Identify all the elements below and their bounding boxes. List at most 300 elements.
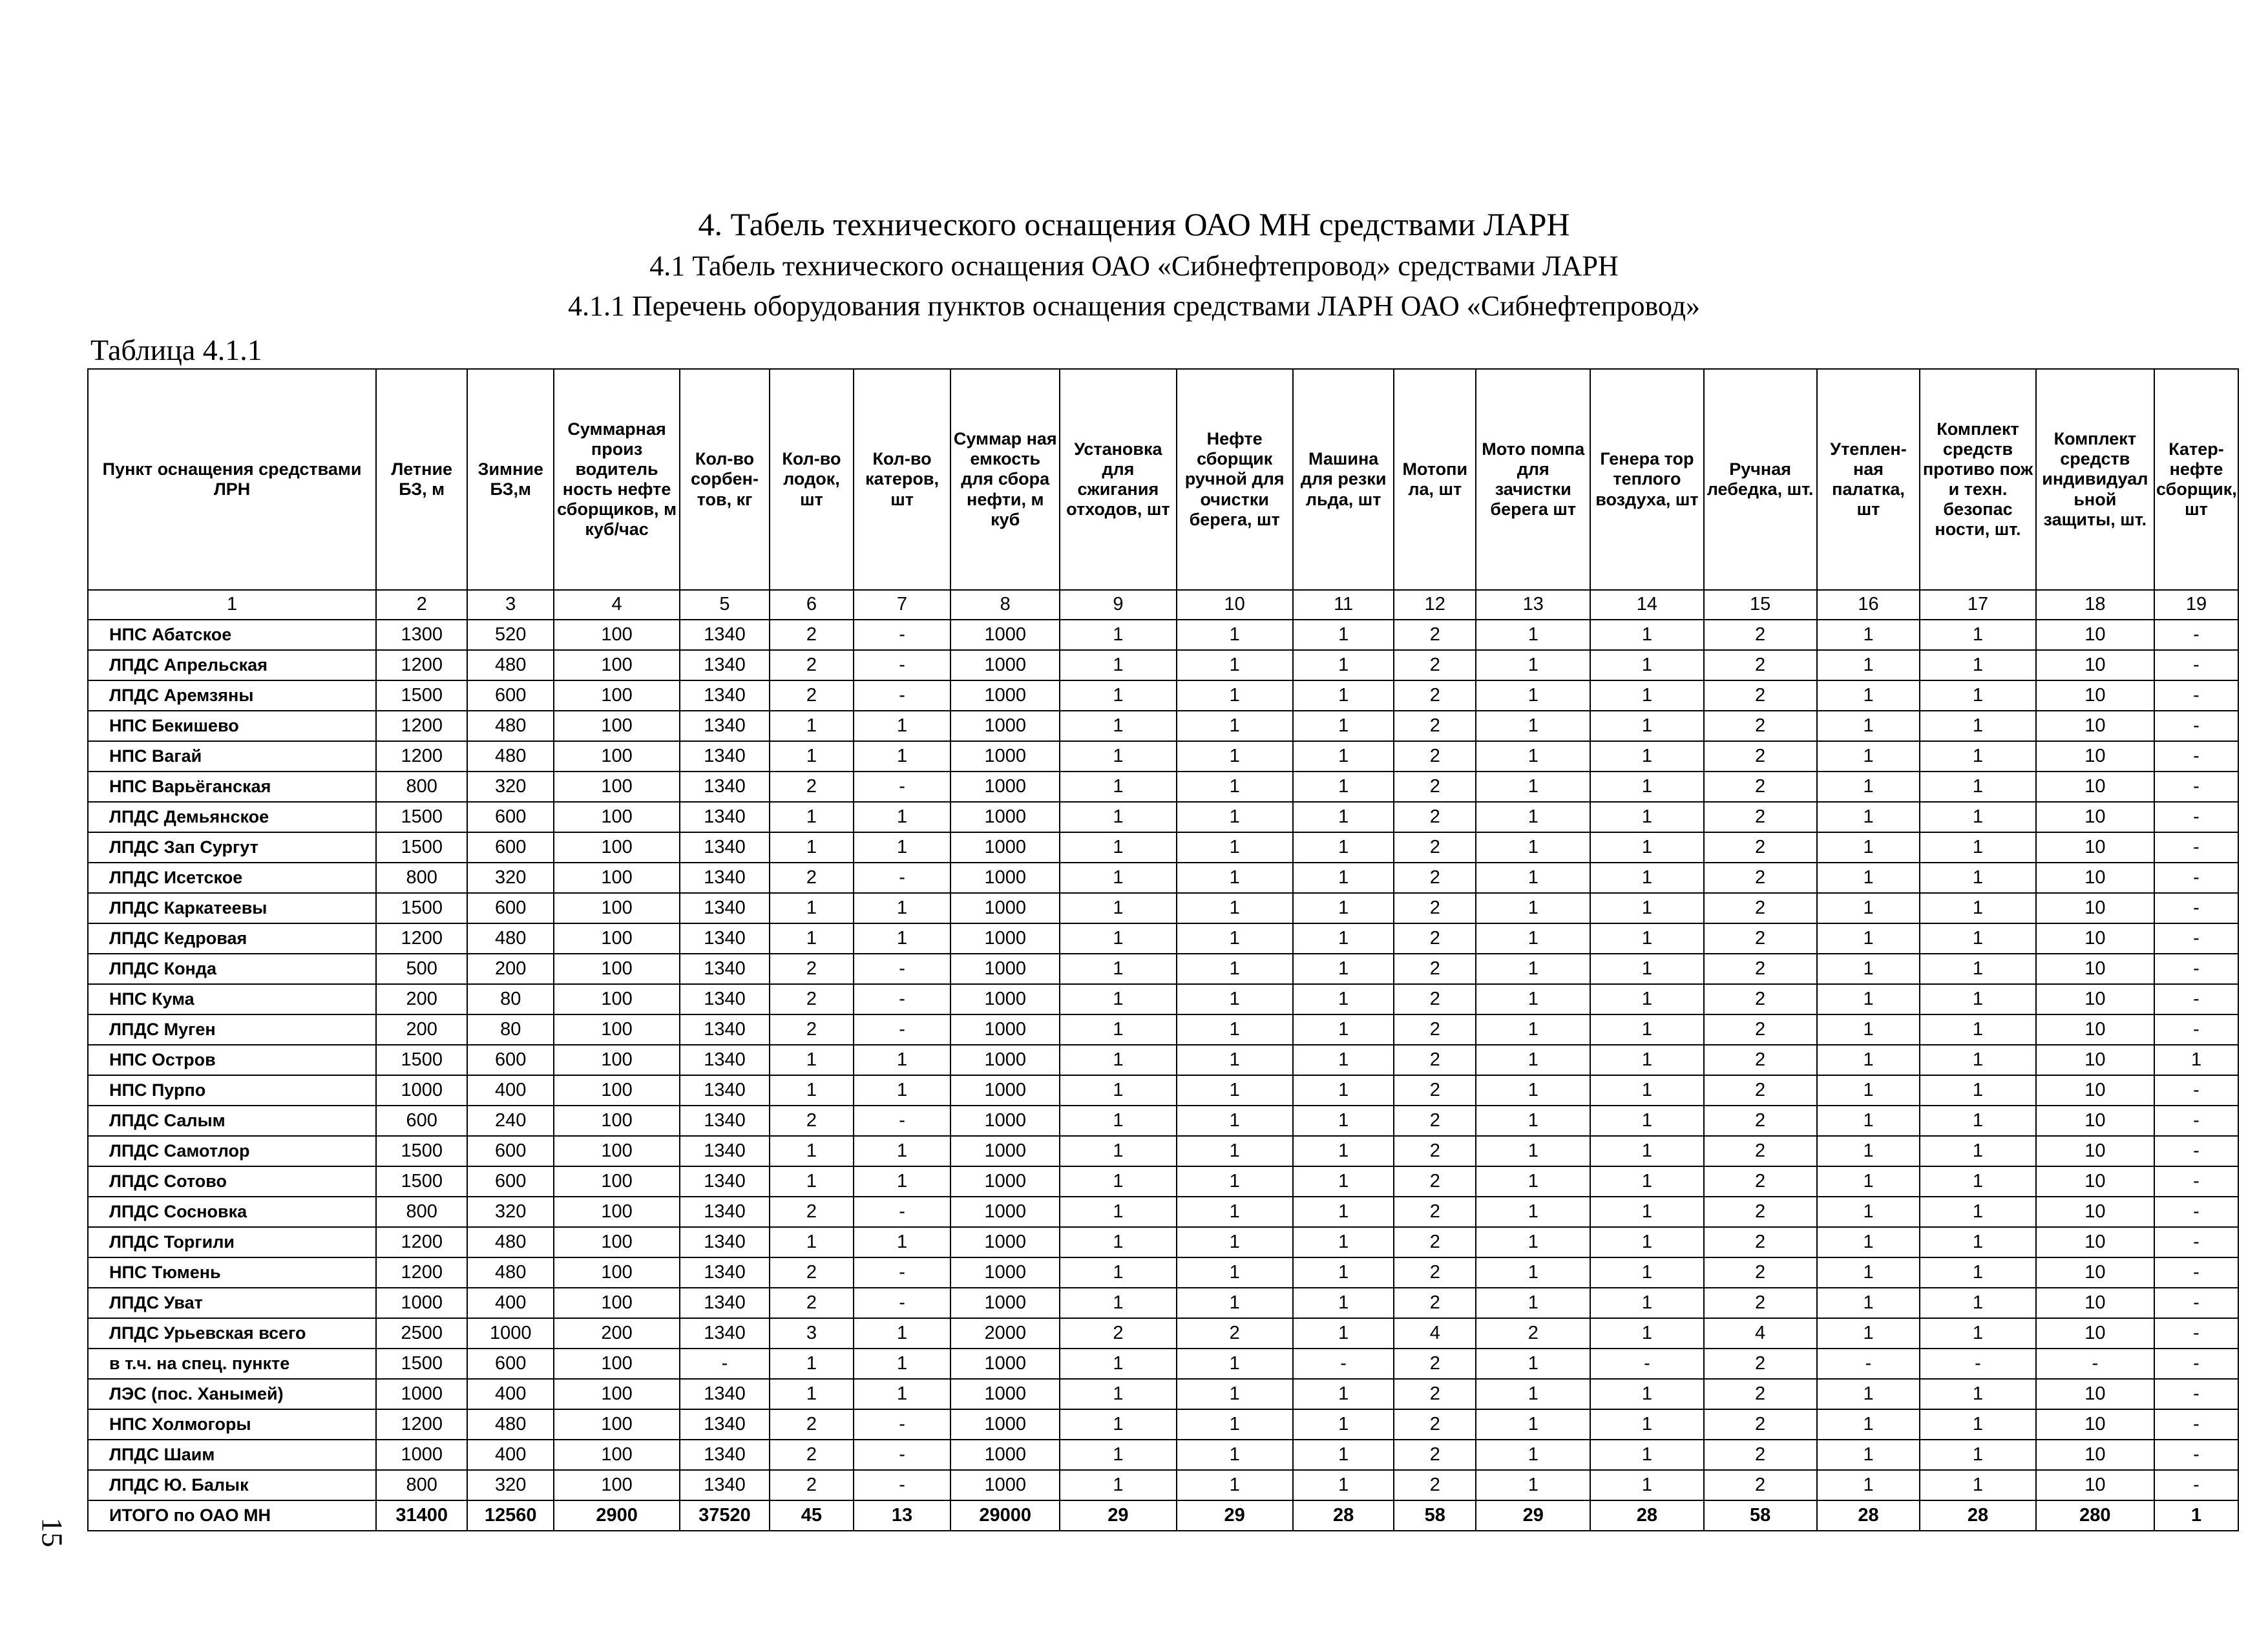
table-cell: 2 bbox=[1394, 772, 1476, 802]
table-cell: 1 bbox=[1817, 741, 1920, 772]
table-cell: 1 bbox=[1476, 1045, 1590, 1075]
table-cell: 2 bbox=[1704, 984, 1817, 1014]
table-cell: 1500 bbox=[376, 680, 467, 711]
table-cell: 1 bbox=[1817, 1106, 1920, 1136]
table-cell: 1000 bbox=[950, 863, 1060, 893]
table-cell: 2 bbox=[1394, 802, 1476, 832]
table-cell: 1 bbox=[1590, 1227, 1703, 1257]
table-cell: 2 bbox=[1704, 1288, 1817, 1318]
table-row bbox=[88, 802, 2238, 832]
table-cell: 2 bbox=[770, 863, 854, 893]
table-cell: 10 bbox=[2036, 1470, 2154, 1500]
table-cell: - bbox=[2154, 1349, 2238, 1379]
table-cell: 2 bbox=[1060, 1318, 1176, 1349]
table-cell: 600 bbox=[467, 802, 554, 832]
table-cell: 1 bbox=[1293, 1014, 1394, 1045]
table-cell: 1340 bbox=[680, 1106, 770, 1136]
table-cell: 1 bbox=[1177, 1227, 1293, 1257]
table-cell: 2 bbox=[1704, 1470, 1817, 1500]
table-cell: 1 bbox=[1590, 802, 1703, 832]
table-cell: - bbox=[854, 1470, 950, 1500]
table-cell: 1200 bbox=[376, 650, 467, 680]
column-number: 7 bbox=[854, 590, 950, 620]
table-cell: 1 bbox=[1817, 1288, 1920, 1318]
table-cell: 1 bbox=[1060, 984, 1176, 1014]
table-cell: 1 bbox=[1060, 1136, 1176, 1166]
table-cell: 1 bbox=[2154, 1045, 2238, 1075]
table-cell: 100 bbox=[554, 1166, 680, 1197]
table-cell: - bbox=[2154, 893, 2238, 923]
table-cell: 2 bbox=[1704, 1136, 1817, 1166]
equipment-table bbox=[87, 368, 2239, 1531]
table-cell: 1 bbox=[1590, 1409, 1703, 1440]
table-cell: 1 bbox=[1590, 1136, 1703, 1166]
page-number: 15 bbox=[36, 1517, 69, 1548]
table-cell: 2 bbox=[1394, 1379, 1476, 1409]
table-cell: 600 bbox=[467, 1166, 554, 1197]
table-cell: 2 bbox=[1704, 923, 1817, 954]
table-cell: 1000 bbox=[950, 1257, 1060, 1288]
table-row bbox=[88, 1318, 2238, 1349]
table-cell: 2 bbox=[1394, 893, 1476, 923]
table-cell: 1340 bbox=[680, 741, 770, 772]
total-row bbox=[88, 1500, 2238, 1531]
table-cell: 100 bbox=[554, 711, 680, 741]
table-cell: 280 bbox=[2036, 1500, 2154, 1531]
table-cell: 10 bbox=[2036, 1288, 2154, 1318]
table-row bbox=[88, 1349, 2238, 1379]
table-cell: 100 bbox=[554, 893, 680, 923]
table-cell: 1000 bbox=[950, 1014, 1060, 1045]
table-cell: 1340 bbox=[680, 893, 770, 923]
column-number: 10 bbox=[1177, 590, 1293, 620]
table-cell: 58 bbox=[1394, 1500, 1476, 1531]
table-cell: - bbox=[680, 1349, 770, 1379]
location-name: ЛПДС Демьянское bbox=[88, 802, 376, 832]
table-cell: 2 bbox=[1394, 832, 1476, 863]
table-row bbox=[88, 954, 2238, 984]
table-cell: 1 bbox=[1293, 893, 1394, 923]
table-cell: 2 bbox=[1394, 741, 1476, 772]
table-body bbox=[88, 620, 2238, 1531]
table-cell: 1 bbox=[1920, 1288, 2035, 1318]
table-cell: - bbox=[1920, 1349, 2035, 1379]
table-cell: 1 bbox=[1920, 1106, 2035, 1136]
table-cell: 1 bbox=[1293, 1106, 1394, 1136]
table-cell: 1 bbox=[1476, 650, 1590, 680]
table-row bbox=[88, 741, 2238, 772]
table-cell: 1 bbox=[1590, 650, 1703, 680]
table-cell: 1 bbox=[1476, 1106, 1590, 1136]
table-cell: 1 bbox=[1920, 802, 2035, 832]
table-cell: 1 bbox=[1920, 1136, 2035, 1166]
table-cell: 1 bbox=[1817, 923, 1920, 954]
table-cell: 1 bbox=[1817, 1318, 1920, 1349]
table-cell: 1340 bbox=[680, 984, 770, 1014]
table-cell: 1 bbox=[1590, 1075, 1703, 1106]
table-cell: 1 bbox=[1817, 1014, 1920, 1045]
location-name: ЛПДС Каркатеевы bbox=[88, 893, 376, 923]
table-cell: 1 bbox=[1476, 772, 1590, 802]
table-row bbox=[88, 772, 2238, 802]
location-name: НПС Тюмень bbox=[88, 1257, 376, 1288]
table-cell: 1 bbox=[1590, 1045, 1703, 1075]
location-name: ЛПДС Муген bbox=[88, 1014, 376, 1045]
table-cell: 1 bbox=[1293, 1288, 1394, 1318]
table-cell: 800 bbox=[376, 772, 467, 802]
table-cell: - bbox=[854, 954, 950, 984]
table-cell: 58 bbox=[1704, 1500, 1817, 1531]
table-cell: - bbox=[854, 1288, 950, 1318]
table-cell: 2 bbox=[770, 680, 854, 711]
table-cell: 1 bbox=[1817, 650, 1920, 680]
table-cell: - bbox=[2154, 1136, 2238, 1166]
table-cell: 1 bbox=[1293, 741, 1394, 772]
table-cell: 1 bbox=[1817, 893, 1920, 923]
table-cell: - bbox=[2154, 984, 2238, 1014]
table-cell: 1 bbox=[1060, 620, 1176, 650]
table-cell: 1 bbox=[1920, 923, 2035, 954]
table-cell: 1 bbox=[1590, 620, 1703, 650]
table-cell: 1 bbox=[1590, 1106, 1703, 1136]
table-cell: 1 bbox=[1293, 984, 1394, 1014]
table-cell: 2500 bbox=[376, 1318, 467, 1349]
table-cell: 320 bbox=[467, 772, 554, 802]
table-cell: 1000 bbox=[950, 802, 1060, 832]
table-cell: 10 bbox=[2036, 1166, 2154, 1197]
table-cell: 1500 bbox=[376, 1349, 467, 1379]
table-cell: 1500 bbox=[376, 1045, 467, 1075]
table-cell: 29 bbox=[1060, 1500, 1176, 1531]
table-cell: - bbox=[2154, 741, 2238, 772]
table-cell: 1 bbox=[1920, 954, 2035, 984]
table-cell: 100 bbox=[554, 1014, 680, 1045]
table-cell: 1 bbox=[1590, 923, 1703, 954]
table-cell: 1 bbox=[1293, 772, 1394, 802]
column-header: Катер-нефте сборщик, шт bbox=[2154, 369, 2238, 590]
table-cell: 1 bbox=[1920, 1257, 2035, 1288]
table-cell: 1 bbox=[1817, 1075, 1920, 1106]
table-row bbox=[88, 1075, 2238, 1106]
table-cell: 2 bbox=[770, 1014, 854, 1045]
table-cell: - bbox=[2154, 1106, 2238, 1136]
table-cell: 1 bbox=[1590, 680, 1703, 711]
table-cell: 1000 bbox=[950, 923, 1060, 954]
table-cell: 1 bbox=[1476, 893, 1590, 923]
table-cell: 1340 bbox=[680, 1136, 770, 1166]
table-cell: 1 bbox=[1060, 650, 1176, 680]
table-row bbox=[88, 1014, 2238, 1045]
table-cell: 100 bbox=[554, 863, 680, 893]
table-cell: 4 bbox=[1704, 1318, 1817, 1349]
table-cell: 1340 bbox=[680, 832, 770, 863]
table-cell: 1 bbox=[770, 1349, 854, 1379]
table-cell: - bbox=[854, 620, 950, 650]
table-cell: 1 bbox=[1817, 832, 1920, 863]
table-cell: 1 bbox=[1476, 954, 1590, 984]
table-cell: 2 bbox=[1394, 1227, 1476, 1257]
table-cell: 1 bbox=[1590, 1014, 1703, 1045]
table-cell: 1 bbox=[1060, 1440, 1176, 1470]
location-name: НПС Вагай bbox=[88, 741, 376, 772]
column-number: 17 bbox=[1920, 590, 2035, 620]
table-cell: 10 bbox=[2036, 650, 2154, 680]
table-cell: - bbox=[854, 984, 950, 1014]
location-name: ЛПДС Сотово bbox=[88, 1166, 376, 1197]
table-cell: 10 bbox=[2036, 954, 2154, 984]
column-header: Комплект средств индивидуал ьной защиты, шт. bbox=[2036, 369, 2154, 590]
table-cell: 100 bbox=[554, 954, 680, 984]
table-cell: 2 bbox=[1704, 1166, 1817, 1197]
table-cell: 1 bbox=[1060, 1257, 1176, 1288]
table-cell: 1 bbox=[1817, 1045, 1920, 1075]
table-cell: 1500 bbox=[376, 893, 467, 923]
table-cell: 1 bbox=[1920, 1075, 2035, 1106]
table-cell: 1340 bbox=[680, 650, 770, 680]
column-header: Зимние БЗ,м bbox=[467, 369, 554, 590]
table-row bbox=[88, 711, 2238, 741]
table-cell: 1 bbox=[770, 893, 854, 923]
table-cell: 10 bbox=[2036, 984, 2154, 1014]
table-cell: 1 bbox=[1476, 1409, 1590, 1440]
table-cell: 1 bbox=[1817, 802, 1920, 832]
table-cell: 2 bbox=[770, 954, 854, 984]
table-cell: 2000 bbox=[950, 1318, 1060, 1349]
table-cell: 1 bbox=[1177, 832, 1293, 863]
column-header: Машина для резки льда, шт bbox=[1293, 369, 1394, 590]
table-cell: 100 bbox=[554, 1470, 680, 1500]
location-name: ЛПДС Апрельская bbox=[88, 650, 376, 680]
table-cell: 1 bbox=[1177, 1014, 1293, 1045]
table-cell: 1 bbox=[1060, 923, 1176, 954]
table-cell: 1 bbox=[1177, 1257, 1293, 1288]
table-cell: 1000 bbox=[950, 1075, 1060, 1106]
table-cell: - bbox=[854, 1197, 950, 1227]
table-cell: 1 bbox=[1817, 1166, 1920, 1197]
table-cell: 2 bbox=[1394, 923, 1476, 954]
table-cell: - bbox=[2154, 923, 2238, 954]
table-cell: 1 bbox=[1920, 832, 2035, 863]
table-cell: 1 bbox=[1060, 1288, 1176, 1318]
table-cell: 1 bbox=[1476, 1440, 1590, 1470]
table-cell: 1 bbox=[1817, 1257, 1920, 1288]
table-cell: 1 bbox=[1060, 1045, 1176, 1075]
table-cell: 1000 bbox=[950, 1470, 1060, 1500]
table-cell: 600 bbox=[467, 832, 554, 863]
table-cell: 1000 bbox=[950, 1166, 1060, 1197]
table-cell: 1000 bbox=[950, 1288, 1060, 1318]
table-cell: 10 bbox=[2036, 1227, 2154, 1257]
table-cell: 1 bbox=[1177, 1075, 1293, 1106]
table-cell: 1 bbox=[1590, 772, 1703, 802]
table-row bbox=[88, 863, 2238, 893]
table-cell: 1000 bbox=[950, 772, 1060, 802]
table-cell: 1 bbox=[1060, 1379, 1176, 1409]
table-cell: 1 bbox=[1293, 1257, 1394, 1288]
table-cell: - bbox=[2154, 620, 2238, 650]
table-cell: 1340 bbox=[680, 923, 770, 954]
location-name: ЛПДС Сосновка bbox=[88, 1197, 376, 1227]
location-name: ЛЭС (пос. Ханымей) bbox=[88, 1379, 376, 1409]
table-cell: 1 bbox=[854, 923, 950, 954]
table-cell: 1340 bbox=[680, 1257, 770, 1288]
table-cell: 1 bbox=[2154, 1500, 2238, 1531]
table-cell: 1340 bbox=[680, 1318, 770, 1349]
table-cell: 520 bbox=[467, 620, 554, 650]
table-cell: 80 bbox=[467, 984, 554, 1014]
table-cell: 2 bbox=[770, 620, 854, 650]
table-cell: 10 bbox=[2036, 1106, 2154, 1136]
table-cell: 1 bbox=[1920, 863, 2035, 893]
table-cell: 1 bbox=[1476, 1014, 1590, 1045]
table-cell: 480 bbox=[467, 650, 554, 680]
table-cell: - bbox=[1590, 1349, 1703, 1379]
table-cell: 1 bbox=[1293, 954, 1394, 984]
table-cell: 10 bbox=[2036, 923, 2154, 954]
table-cell: 1 bbox=[1590, 984, 1703, 1014]
table-cell: 100 bbox=[554, 1379, 680, 1409]
table-cell: 1 bbox=[854, 1318, 950, 1349]
table-cell: 1 bbox=[1476, 711, 1590, 741]
column-number: 2 bbox=[376, 590, 467, 620]
table-cell: 10 bbox=[2036, 741, 2154, 772]
table-cell: 1500 bbox=[376, 832, 467, 863]
column-number: 8 bbox=[950, 590, 1060, 620]
table-cell: 1 bbox=[1920, 984, 2035, 1014]
column-header: Суммар ная емкость для сбора нефти, м куб bbox=[950, 369, 1060, 590]
table-cell: 100 bbox=[554, 1045, 680, 1075]
table-cell: - bbox=[2154, 680, 2238, 711]
table-cell: 10 bbox=[2036, 1379, 2154, 1409]
location-name: ЛПДС Кедровая bbox=[88, 923, 376, 954]
heading-main: 4. Табель технического оснащения ОАО МН средствами ЛАРН bbox=[698, 206, 1570, 242]
table-cell: 1 bbox=[1293, 1075, 1394, 1106]
table-cell: 2 bbox=[1704, 650, 1817, 680]
table-cell: 1 bbox=[770, 1136, 854, 1166]
table-cell: 1 bbox=[1920, 711, 2035, 741]
table-cell: 1 bbox=[1177, 1045, 1293, 1075]
table-cell: 1 bbox=[1817, 1379, 1920, 1409]
table-cell: 2 bbox=[1704, 711, 1817, 741]
column-header: Ручная лебедка, шт. bbox=[1704, 369, 1817, 590]
table-cell: 1340 bbox=[680, 680, 770, 711]
table-cell: 1000 bbox=[950, 620, 1060, 650]
table-cell: 1 bbox=[1476, 1166, 1590, 1197]
table-cell: 10 bbox=[2036, 620, 2154, 650]
table-cell: 1 bbox=[1060, 711, 1176, 741]
table-cell: 1 bbox=[1177, 772, 1293, 802]
table-cell: 28 bbox=[1817, 1500, 1920, 1531]
table-cell: - bbox=[854, 1014, 950, 1045]
table-cell: 1 bbox=[1476, 1075, 1590, 1106]
location-name: НПС Бекишево bbox=[88, 711, 376, 741]
table-cell: 1 bbox=[1177, 1288, 1293, 1318]
table-cell: - bbox=[2154, 802, 2238, 832]
table-cell: 1000 bbox=[950, 893, 1060, 923]
table-row bbox=[88, 923, 2238, 954]
table-cell: 1000 bbox=[950, 832, 1060, 863]
table-cell: 1340 bbox=[680, 802, 770, 832]
table-cell: 1000 bbox=[950, 1136, 1060, 1166]
column-number: 11 bbox=[1293, 590, 1394, 620]
column-number: 18 bbox=[2036, 590, 2154, 620]
location-name: НПС Кума bbox=[88, 984, 376, 1014]
table-cell: 1 bbox=[1293, 1136, 1394, 1166]
table-cell: 1200 bbox=[376, 1227, 467, 1257]
table-label: Таблица 4.1.1 bbox=[90, 333, 262, 366]
location-name: ЛПДС Уват bbox=[88, 1288, 376, 1318]
table-cell: 2 bbox=[1394, 1045, 1476, 1075]
table-cell: 480 bbox=[467, 711, 554, 741]
table-cell: 1 bbox=[1476, 1470, 1590, 1500]
column-number: 9 bbox=[1060, 590, 1176, 620]
table-cell: 800 bbox=[376, 863, 467, 893]
table-cell: 1 bbox=[1177, 1349, 1293, 1379]
table-cell: 400 bbox=[467, 1288, 554, 1318]
table-cell: 10 bbox=[2036, 711, 2154, 741]
heading-section: 4.1 Табель технического оснащения ОАО «Сибнефтепровод» средствами ЛАРН bbox=[649, 250, 1619, 282]
table-cell: 2 bbox=[1394, 680, 1476, 711]
table-cell: 200 bbox=[376, 984, 467, 1014]
column-header: Мотопи ла, шт bbox=[1394, 369, 1476, 590]
table-cell: 2 bbox=[1704, 680, 1817, 711]
table-cell: 100 bbox=[554, 772, 680, 802]
table-cell: 100 bbox=[554, 832, 680, 863]
table-cell: 200 bbox=[554, 1318, 680, 1349]
table-cell: 2 bbox=[1394, 984, 1476, 1014]
table-cell: 80 bbox=[467, 1014, 554, 1045]
column-header: Летние БЗ, м bbox=[376, 369, 467, 590]
table-cell: 1 bbox=[1293, 1379, 1394, 1409]
location-name: ЛПДС Урьевская всего bbox=[88, 1318, 376, 1349]
table-cell: 1 bbox=[854, 711, 950, 741]
table-cell: - bbox=[2154, 772, 2238, 802]
table-cell: 1 bbox=[1476, 1136, 1590, 1166]
table-cell: 1 bbox=[854, 1227, 950, 1257]
table-cell: 2 bbox=[1704, 893, 1817, 923]
table-cell: 10 bbox=[2036, 893, 2154, 923]
table-row bbox=[88, 1227, 2238, 1257]
table-cell: 1 bbox=[1476, 741, 1590, 772]
table-cell: 100 bbox=[554, 802, 680, 832]
table-cell: 2 bbox=[1704, 1227, 1817, 1257]
table-cell: 1340 bbox=[680, 1409, 770, 1440]
table-cell: - bbox=[2036, 1349, 2154, 1379]
column-number: 1 bbox=[88, 590, 376, 620]
location-name: ЛПДС Шаим bbox=[88, 1440, 376, 1470]
table-cell: 3 bbox=[770, 1318, 854, 1349]
table-cell: 10 bbox=[2036, 1440, 2154, 1470]
table-row bbox=[88, 680, 2238, 711]
table-cell: 480 bbox=[467, 1409, 554, 1440]
table-cell: 10 bbox=[2036, 1197, 2154, 1227]
table-cell: 1000 bbox=[950, 984, 1060, 1014]
table-cell: 600 bbox=[376, 1106, 467, 1136]
table-cell: 1 bbox=[854, 741, 950, 772]
table-cell: 1 bbox=[1476, 1227, 1590, 1257]
table-cell: 1 bbox=[1590, 893, 1703, 923]
column-number-row bbox=[88, 590, 2238, 620]
table-cell: - bbox=[2154, 1227, 2238, 1257]
table-cell: 2 bbox=[1704, 1349, 1817, 1379]
table-cell: 100 bbox=[554, 1136, 680, 1166]
table-cell: 10 bbox=[2036, 1045, 2154, 1075]
table-cell: 2 bbox=[1394, 711, 1476, 741]
table-cell: 1 bbox=[1920, 1379, 2035, 1409]
table-cell: 1 bbox=[1177, 923, 1293, 954]
table-cell: 2 bbox=[1476, 1318, 1590, 1349]
table-cell: 1 bbox=[1817, 1227, 1920, 1257]
